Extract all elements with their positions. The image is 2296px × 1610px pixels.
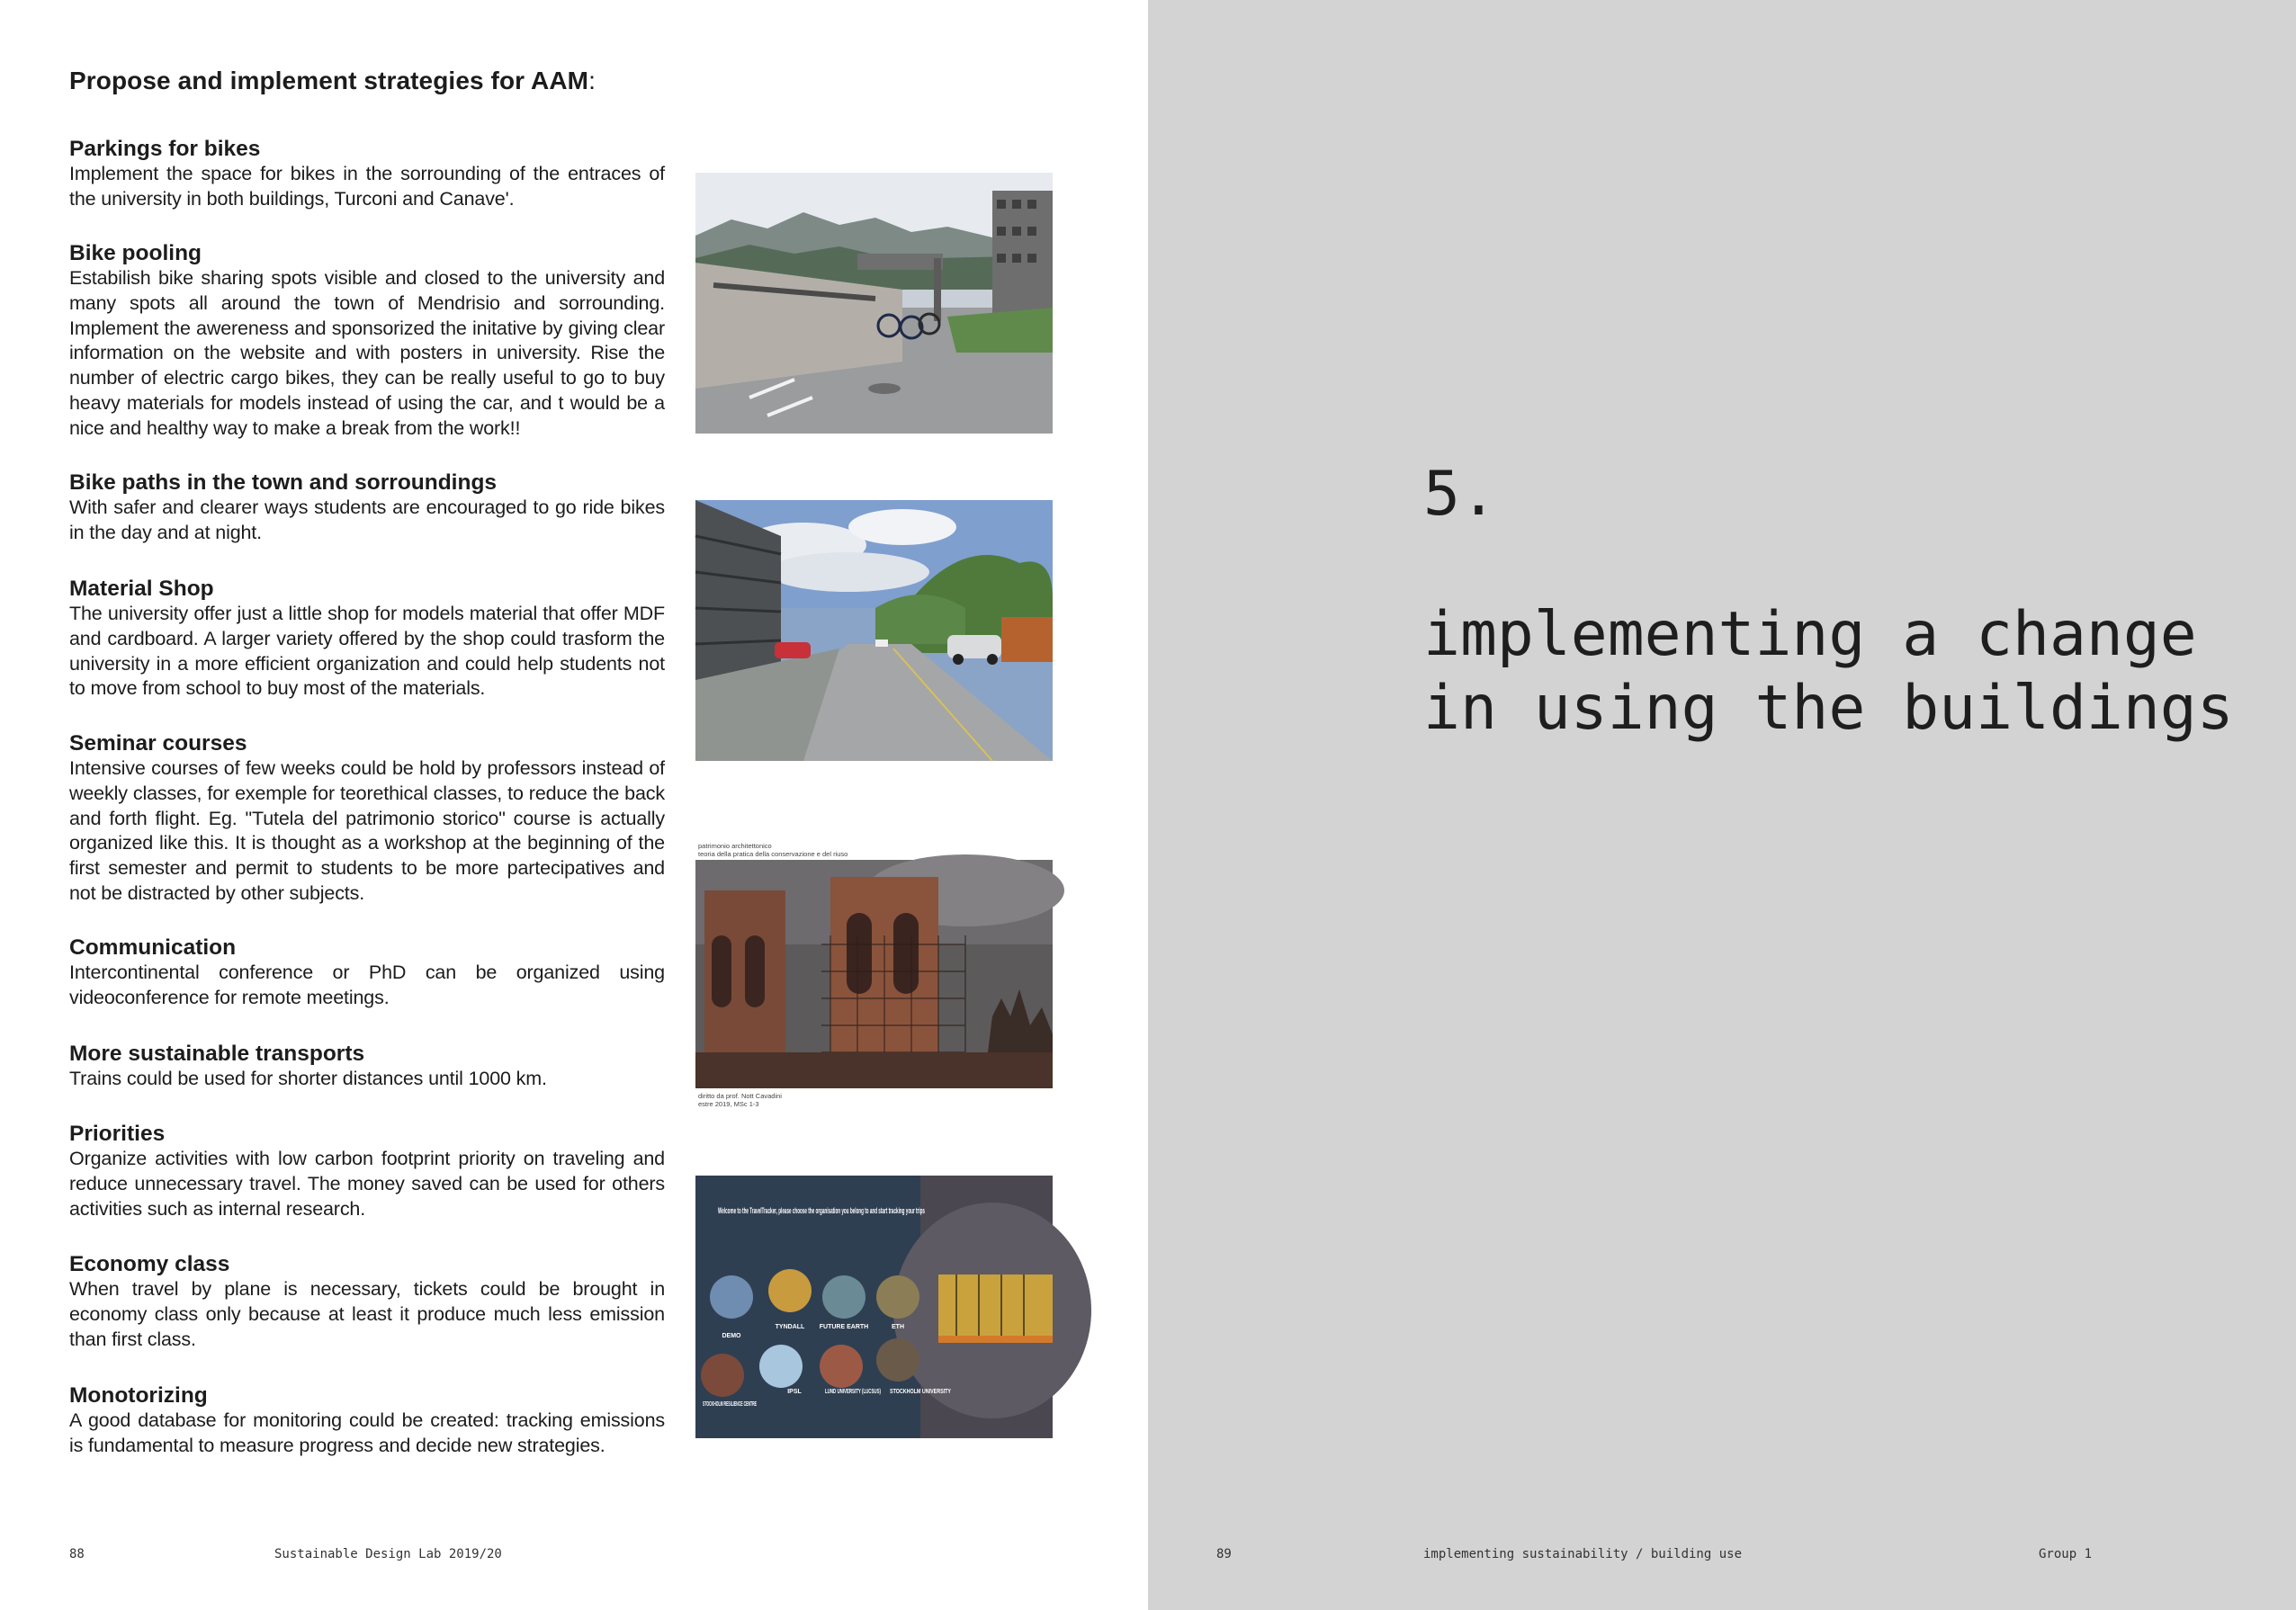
org-label: ETH — [892, 1324, 904, 1330]
strategy-section — [69, 137, 665, 212]
strategy-section — [69, 241, 665, 442]
section-title: Bike paths in the town and sorroundings — [69, 470, 498, 495]
org-label: STOCKHOLM RESILIENCE CENTRE — [703, 1401, 758, 1408]
strategy-section — [69, 1042, 665, 1092]
org-label: TYNDALL — [775, 1324, 805, 1330]
section-body: Trains could be used for shorter distances until 1000 km. — [69, 1068, 547, 1089]
org-label: LUND UNIVERSITY (LUCSUS) — [825, 1389, 881, 1395]
footer-group: Group 1 — [2039, 1547, 2093, 1561]
photo-caption-top: patrimonio architettonico — [698, 842, 772, 850]
section-title: Material Shop — [69, 577, 214, 601]
footer-page-number: 88 — [69, 1547, 85, 1561]
section-body: The university offer just a little shop for models material that offer MDF and cardboard. A larger variety offered by the shop could trasform the university in a more efficient organization and could help students not to move from school to buy most of the materials. — [69, 603, 665, 700]
section-title: Parkings for bikes — [69, 137, 261, 161]
section-body: When travel by plane is necessary, tickets could be brought in economy class only because at least it produce much less emission than first class. — [69, 1278, 665, 1350]
footer-course-title: Sustainable Design Lab 2019/20 — [274, 1547, 502, 1561]
chapter-title-line: in using the buildings — [1423, 673, 2234, 744]
section-body: Implement the space for bikes in the sorrounding of the entraces of the university in both buildings, Turconi and Canave'. — [69, 163, 665, 210]
footer-section-title: implementing sustainability / building use — [1423, 1547, 1743, 1561]
section-body: Estabilish bike sharing spots visible and closed to the university and many spots all around the town of Mendrisio and sorrounding. Implement the awereness and sponsorized the initative by giving clear information on the website and with posters in university. Rise the number of electric cargo bikes, they can be really useful to go to buy heavy materials for models instead of using the car, and t would be a nice and healthy way to make a break from the work!! — [69, 267, 665, 439]
photo-caption-bottom-2: estre 2019, MSc 1-3 — [698, 1100, 759, 1108]
section-body: Intercontinental conference or PhD can be organized using videoconference for remote meetings. — [69, 962, 665, 1008]
strategy-section — [69, 1252, 665, 1352]
chapter-number: 5. — [1423, 459, 1497, 530]
org-label: FUTURE EARTH — [819, 1324, 869, 1330]
chapter-title-line: implementing a change — [1423, 599, 2197, 670]
tracker-welcome-text: Welcome to the TravelTracker, please choose the organisation you belong to and start tracking your trips — [718, 1206, 925, 1215]
page-heading: Propose and implement strategies for AAM: — [69, 67, 596, 94]
chapter-title — [1423, 598, 2234, 746]
org-label: STOCKHOLM UNIVERSITY — [890, 1389, 952, 1395]
section-title: Communication — [69, 935, 237, 960]
section-title: Priorities — [69, 1122, 166, 1146]
strategy-section — [69, 935, 665, 1011]
strategy-section — [69, 731, 665, 907]
photo-bike-path-road — [695, 500, 1053, 761]
section-body: Intensive courses of few weeks could be hold by professors instead of weekly classes, for exemple for teorethical classes, to reduce the back and forth flight. Eg. "Tutela del patrimonio storico" course is actually organized like this. It is thought as a workshop at the beginning of the first semester and permit to students to be more partecipatives and not be distracted by other subjects. — [69, 757, 665, 904]
strategy-section — [69, 1122, 665, 1221]
photo-travel-tracker — [695, 1176, 1053, 1438]
section-title: Bike pooling — [69, 241, 202, 265]
strategy-section — [69, 470, 665, 546]
strategy-section — [69, 577, 665, 702]
footer-page-number: 89 — [1216, 1547, 1232, 1561]
photo-cathedral-seminar — [695, 836, 1053, 1108]
photo-bike-parking — [695, 173, 1053, 434]
photo-caption-top-2: teoria della pratica della conservazione e del riuso — [698, 850, 848, 858]
org-label: DEMO — [722, 1333, 741, 1339]
section-title: Seminar courses — [69, 731, 247, 756]
section-title: Monotorizing — [69, 1383, 208, 1408]
section-title: More sustainable transports — [69, 1042, 365, 1066]
photo-caption-bottom: diritto da prof. Nott Cavadini — [698, 1092, 782, 1100]
section-title: Economy class — [69, 1252, 230, 1276]
org-label: IPSL — [787, 1389, 802, 1395]
section-body: A good database for monitoring could be created: tracking emissions is fundamental to measure progress and decide new strategies. — [69, 1409, 665, 1456]
strategy-section — [69, 1383, 665, 1459]
section-body: With safer and clearer ways students are encouraged to go ride bikes in the day and at night. — [69, 496, 665, 543]
right-page — [1148, 0, 2296, 1610]
section-body: Organize activities with low carbon footprint priority on traveling and reduce unnecessary travel. The money saved can be used for others activities such as internal research. — [69, 1148, 665, 1220]
